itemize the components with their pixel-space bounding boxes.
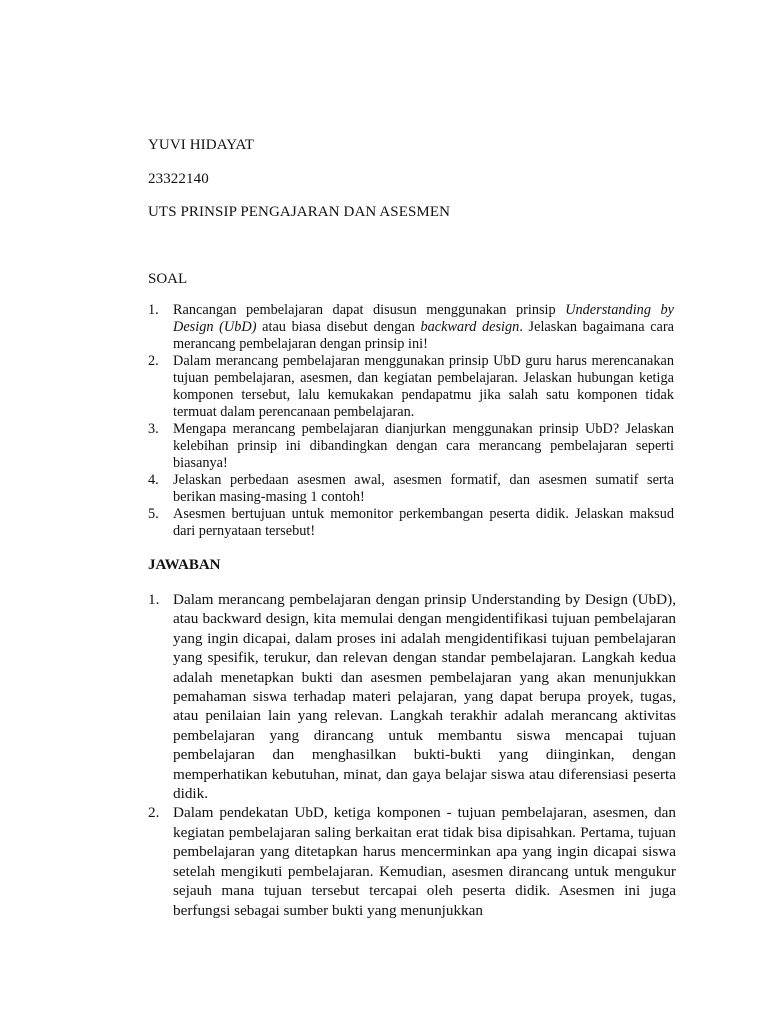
soal-item-number: 5.: [148, 506, 159, 522]
soal-item-4: [148, 472, 674, 506]
document-title: UTS PRINSIP PENGAJARAN DAN ASESMEN: [148, 204, 451, 220]
soal-item-4-text: Jelaskan perbedaan asesmen awal, asesmen formatif, dan asesmen sumatif serta berikan masing-masing 1 contoh!: [173, 472, 674, 505]
jawaban-item-1-text: Dalam merancang pembelajaran dengan prinsip Understanding by Design (UbD), atau backward design, kita memulai dengan mengidentifikasi tujuan pembelajaran yang ingin dicapai, dalam proses ini adalah mengidentifikasi tujuan pembelajaran yang spesifik, terukur, dan relevan dengan standar pembelajaran. Langkah kedua adalah menetapkan bukti dan asesmen pembelajaran yang akan menunjukkan pemahaman siswa terhadap materi pelajaran, yang dapat berupa proyek, tugas, atau penilaian lain yang relevan. Langkah terakhir adalah merancang aktivitas pembelajaran yang dirancang untuk membantu siswa mencapai tujuan pembelajaran dan menghasilkan bukti-bukti yang diinginkan, dengan memperhatikan kebutuhan, minat, dan gaya belajar siswa atau diferensiasi peserta didik.: [173, 591, 676, 803]
jawaban-item-number: 2.: [148, 804, 160, 822]
jawaban-item-2-text: Dalam pendekatan UbD, ketiga komponen - tujuan pembelajaran, asesmen, dan kegiatan pembelajaran saling berkaitan erat tidak bisa dipisahkan. Pertama, tujuan pembelajaran yang ditetapkan harus mencerminkan apa yang ingin dicapai siswa setelah mengikuti pembelajaran. Kemudian, asesmen dirancang untuk mengukur sejauh mana tujuan tersebut tercapai oleh peserta didik. Asesmen ini juga berfungsi sebagai sumber bukti yang menunjukkan: [173, 804, 676, 919]
jawaban-item-number: 1.: [148, 591, 160, 608]
jawaban-list: [148, 590, 676, 920]
soal-item-number: 3.: [148, 421, 159, 437]
soal-item-1-text: [173, 302, 674, 352]
jawaban-item-2: [148, 803, 676, 919]
soal-item-3: [148, 421, 674, 472]
jawaban-item-1: [148, 590, 676, 803]
soal-item-5: [148, 506, 674, 540]
soal-item-1: [148, 302, 674, 353]
soal-item-1-part1: Rancangan pembelajaran dapat disusun menggunakan prinsip: [173, 302, 566, 318]
soal-item-1-part3: . Jelaskan bagaimana cara merancang pembelajaran dengan prinsip ini!: [173, 319, 674, 352]
soal-item-3-text: Mengapa merancang pembelajaran dianjurkan menggunakan prinsip UbD? Jelaskan kelebihan prinsip ini dibandingkan dengan cara merancang pembelajaran seperti biasanya!: [173, 421, 674, 471]
soal-item-number: 2.: [148, 353, 159, 369]
soal-list: [148, 302, 674, 540]
soal-item-1-part2: atau biasa disebut dengan: [256, 319, 421, 335]
jawaban-heading: JAWABAN: [148, 557, 221, 573]
soal-item-2: [148, 353, 674, 421]
soal-item-number: 1.: [148, 302, 159, 318]
student-name: YUVI HIDAYAT: [148, 137, 255, 153]
soal-item-1-emphasis-ubd: Understanding by Design (UbD): [173, 302, 674, 335]
soal-item-2-text: Dalam merancang pembelajaran menggunakan prinsip UbD guru harus merencanakan tujuan pembelajaran, asesmen, dan kegiatan pembelajaran. Jelaskan hubungan ketiga komponen tersebut, lalu kemukakan pendapatmu jika salah satu komponen tidak termuat dalam perencanaan pembelajaran.: [173, 353, 674, 420]
student-id: 23322140: [148, 171, 209, 187]
soal-item-number: 4.: [148, 472, 159, 488]
soal-item-5-text: Asesmen bertujuan untuk memonitor perkembangan peserta didik. Jelaskan maksud dari pernyataan tersebut!: [173, 506, 674, 539]
soal-heading: SOAL: [148, 271, 188, 287]
soal-item-1-emphasis-backward: backward design: [420, 319, 520, 335]
